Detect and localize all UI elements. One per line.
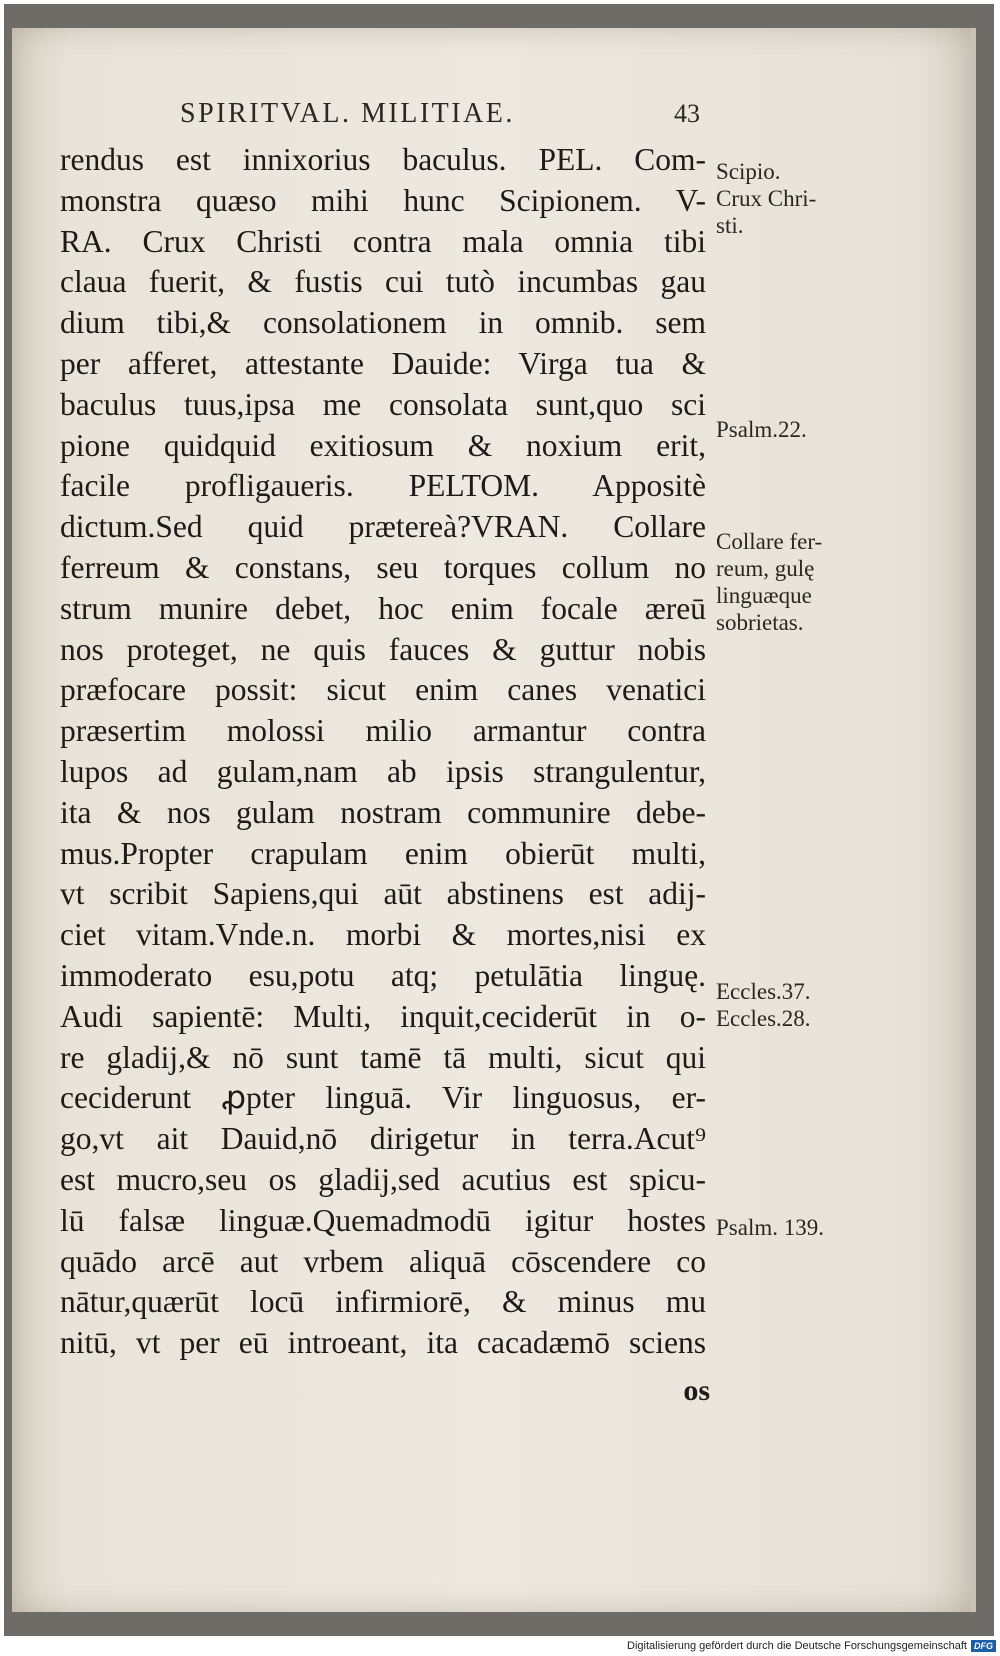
text-line: præfocare possit: sicut enim canes venatici bbox=[60, 672, 706, 708]
text-line: Audi sapientē: Multi, inquit,ceciderūt in o- bbox=[60, 998, 706, 1034]
marginal-note-line: linguæque bbox=[716, 583, 812, 608]
marginal-note-psalm-22 bbox=[716, 416, 896, 443]
text-line: immoderato esu,potu atq; petulātia linguę. bbox=[60, 957, 706, 993]
text-line: nitū, vt per eū introeant, ita cacadæmō sciens bbox=[60, 1325, 706, 1361]
marginal-note-line: Scipio. bbox=[716, 159, 781, 184]
text-line: lū falsæ linguæ.Quemadmodū igitur hostes bbox=[60, 1202, 706, 1238]
credit-text: Digitalisierung gefördert durch die Deutsche Forschungsgemeinschaft bbox=[627, 1640, 967, 1652]
text-line: nātur,quærūt locū infirmiorē, & minus mu bbox=[60, 1284, 706, 1320]
catchword: os bbox=[683, 1374, 710, 1407]
running-title: SPIRITVAL. MILITIAE. bbox=[180, 98, 515, 129]
marginal-note-line: Psalm.22. bbox=[716, 417, 807, 442]
dfg-logo: DFG bbox=[971, 1640, 996, 1652]
digitization-credit bbox=[627, 1638, 996, 1654]
marginal-note-line: sobrietas. bbox=[716, 610, 804, 635]
marginal-note-line: reum, gulę bbox=[716, 556, 815, 581]
text-line: ceciderunt ꝓpter linguā. Vir linguosus, er- bbox=[60, 1080, 706, 1116]
marginal-note-psalm-139 bbox=[716, 1214, 896, 1241]
text-line: nos proteget, ne quis fauces & guttur nobis bbox=[60, 631, 706, 667]
marginal-note-line: Eccles.37. bbox=[716, 979, 811, 1004]
text-line: est mucro,seu os gladij,sed acutius est spicu- bbox=[60, 1161, 706, 1197]
text-line: ferreum & constans, seu torques collum no bbox=[60, 549, 706, 585]
marginal-note-line: sti. bbox=[716, 213, 744, 238]
text-line: rendus est innixorius baculus. PEL. Com- bbox=[60, 142, 706, 177]
page-edge bbox=[970, 28, 976, 1612]
text-line: dium tibi,& consolationem in omnib. sem bbox=[60, 305, 706, 341]
main-text-block bbox=[60, 140, 706, 1364]
text-line: lupos ad gulam,nam ab ipsis strangulentur, bbox=[60, 753, 706, 789]
running-head bbox=[180, 94, 700, 134]
marginal-note-scipio bbox=[716, 158, 896, 239]
text-line: ciet vitam.Vnde.n. morbi & mortes,nisi ex bbox=[60, 917, 706, 953]
text-line: monstra quæso mihi hunc Scipionem. V- bbox=[60, 182, 706, 218]
text-line: re gladij,& nō sunt tamē tā multi, sicut qui bbox=[60, 1039, 706, 1075]
text-line: go,vt ait Dauid,nō dirigetur in terra.Acut⁹ bbox=[60, 1121, 706, 1157]
text-line: facile profligaueris. PELTOM. Appositè bbox=[60, 468, 706, 504]
text-line: strum munire debet, hoc enim focale æreū bbox=[60, 590, 706, 626]
text-line: dictum.Sed quid prætereà?VRAN. Collare bbox=[60, 509, 706, 545]
text-line: pione quidquid exitiosum & noxium erit, bbox=[60, 427, 706, 463]
text-line: quādo arcē aut vrbem aliquā cōscendere co bbox=[60, 1243, 706, 1279]
page-number: 43 bbox=[674, 99, 700, 128]
text-line: per afferet, attestante Dauide: Virga tua & bbox=[60, 345, 706, 381]
text-line: ita & nos gulam nostram communire debe- bbox=[60, 794, 706, 830]
text-line: vt scribit Sapiens,qui aūt abstinens est adij- bbox=[60, 876, 706, 912]
text-line: præsertim molossi milio armantur contra bbox=[60, 713, 706, 749]
text-line: claua fuerit, & fustis cui tutò incumbas gau bbox=[60, 264, 706, 300]
marginal-note-collare bbox=[716, 528, 896, 636]
marginal-note-line: Eccles.28. bbox=[716, 1006, 811, 1031]
marginal-note-line: Psalm. 139. bbox=[716, 1215, 824, 1240]
marginal-note-line: Collare fer- bbox=[716, 529, 823, 554]
marginal-note-eccles bbox=[716, 978, 896, 1032]
text-line: mus.Propter crapulam enim obierūt multi, bbox=[60, 835, 706, 871]
text-line: RA. Crux Christi contra mala omnia tibi bbox=[60, 223, 706, 259]
text-line: baculus tuus,ipsa me consolata sunt,quo sci bbox=[60, 386, 706, 422]
marginal-note-line: Crux Chri- bbox=[716, 186, 817, 211]
